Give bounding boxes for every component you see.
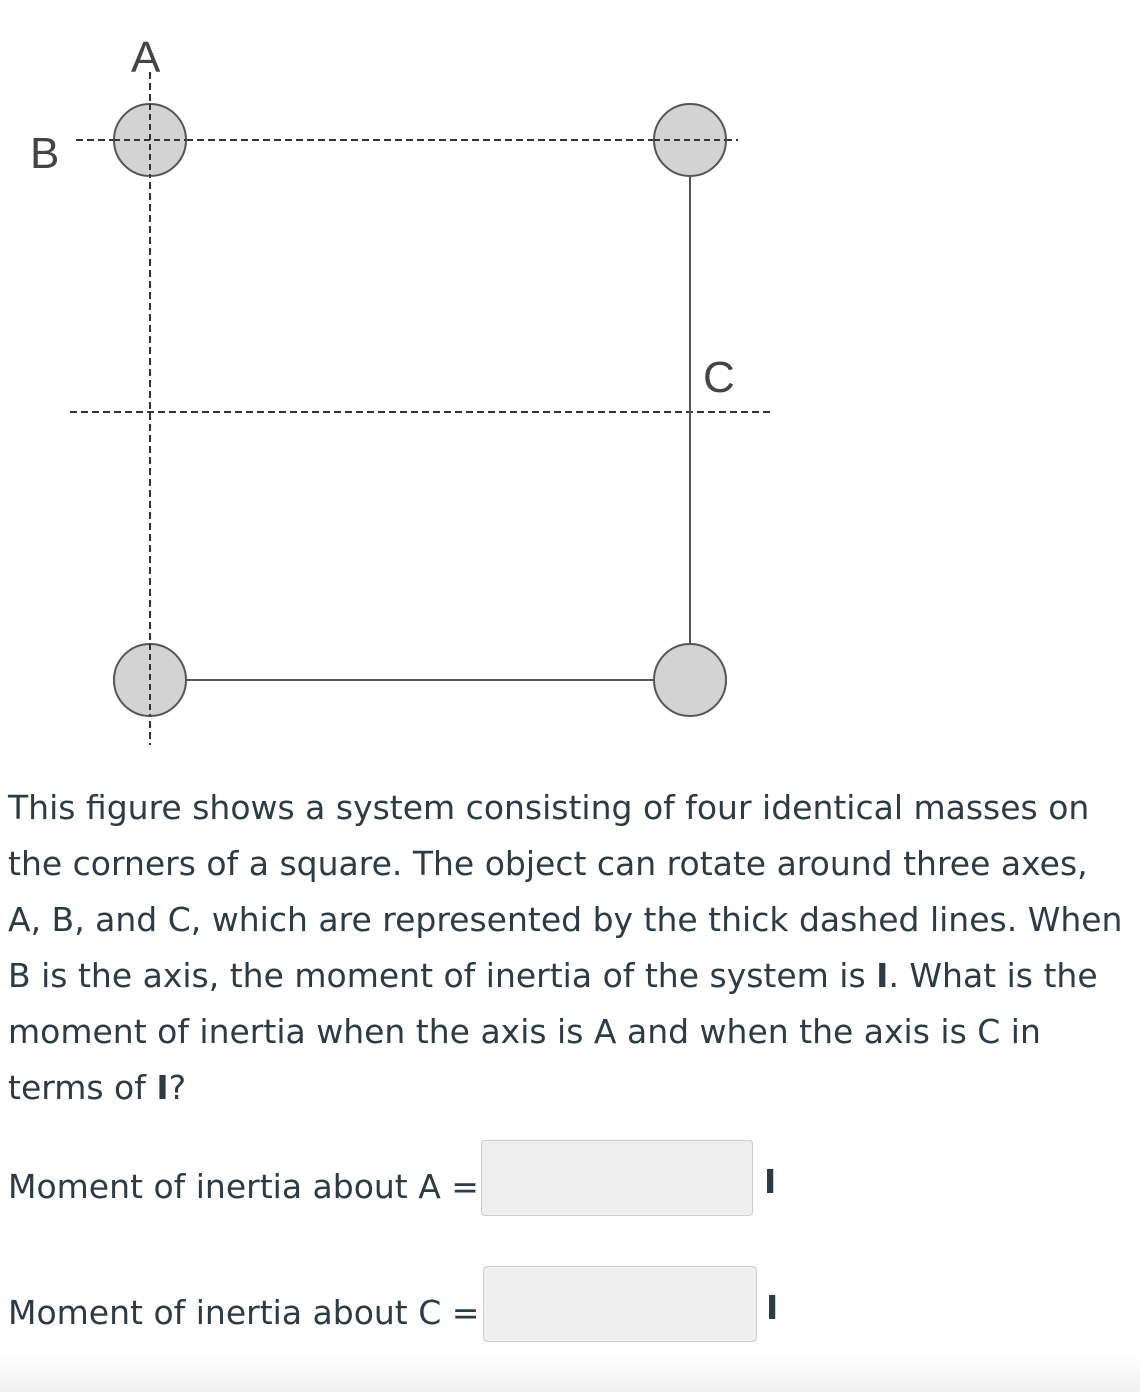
answer-label-a: Moment of inertia about A =: [8, 1166, 479, 1206]
answer-row-a: [8, 1146, 479, 1226]
bottom-fade: [0, 1352, 1140, 1392]
answer-unit-c: I: [766, 1288, 779, 1327]
axis-c-label: C: [703, 353, 735, 402]
question-text: [8, 780, 1128, 1116]
question-part-2: . What is the moment of inertia when the axis is A and when the axis is C in terms of: [8, 956, 1098, 1107]
question-part-1: This figure shows a system consisting of four identical masses on the corners of a square. The object can rotate around three axes, A, B, and C, which are represented by the thick dashed lines. When B is the axis, the moment of inertia of the system is: [8, 788, 1123, 995]
inertia-symbol-2: I: [156, 1068, 169, 1107]
answer-row-c: [8, 1272, 479, 1352]
answer-input-a[interactable]: [481, 1140, 753, 1216]
mass-bottom-right: [654, 644, 726, 716]
axis-b-label: B: [30, 129, 60, 178]
answer-unit-a: I: [764, 1162, 777, 1201]
answer-label-c: Moment of inertia about C =: [8, 1292, 480, 1332]
axis-a-label: A: [131, 33, 161, 82]
moment-of-inertia-figure: [0, 0, 800, 760]
question-part-3: ?: [168, 1068, 187, 1107]
answer-input-c[interactable]: [483, 1266, 757, 1342]
inertia-symbol: I: [876, 956, 889, 995]
